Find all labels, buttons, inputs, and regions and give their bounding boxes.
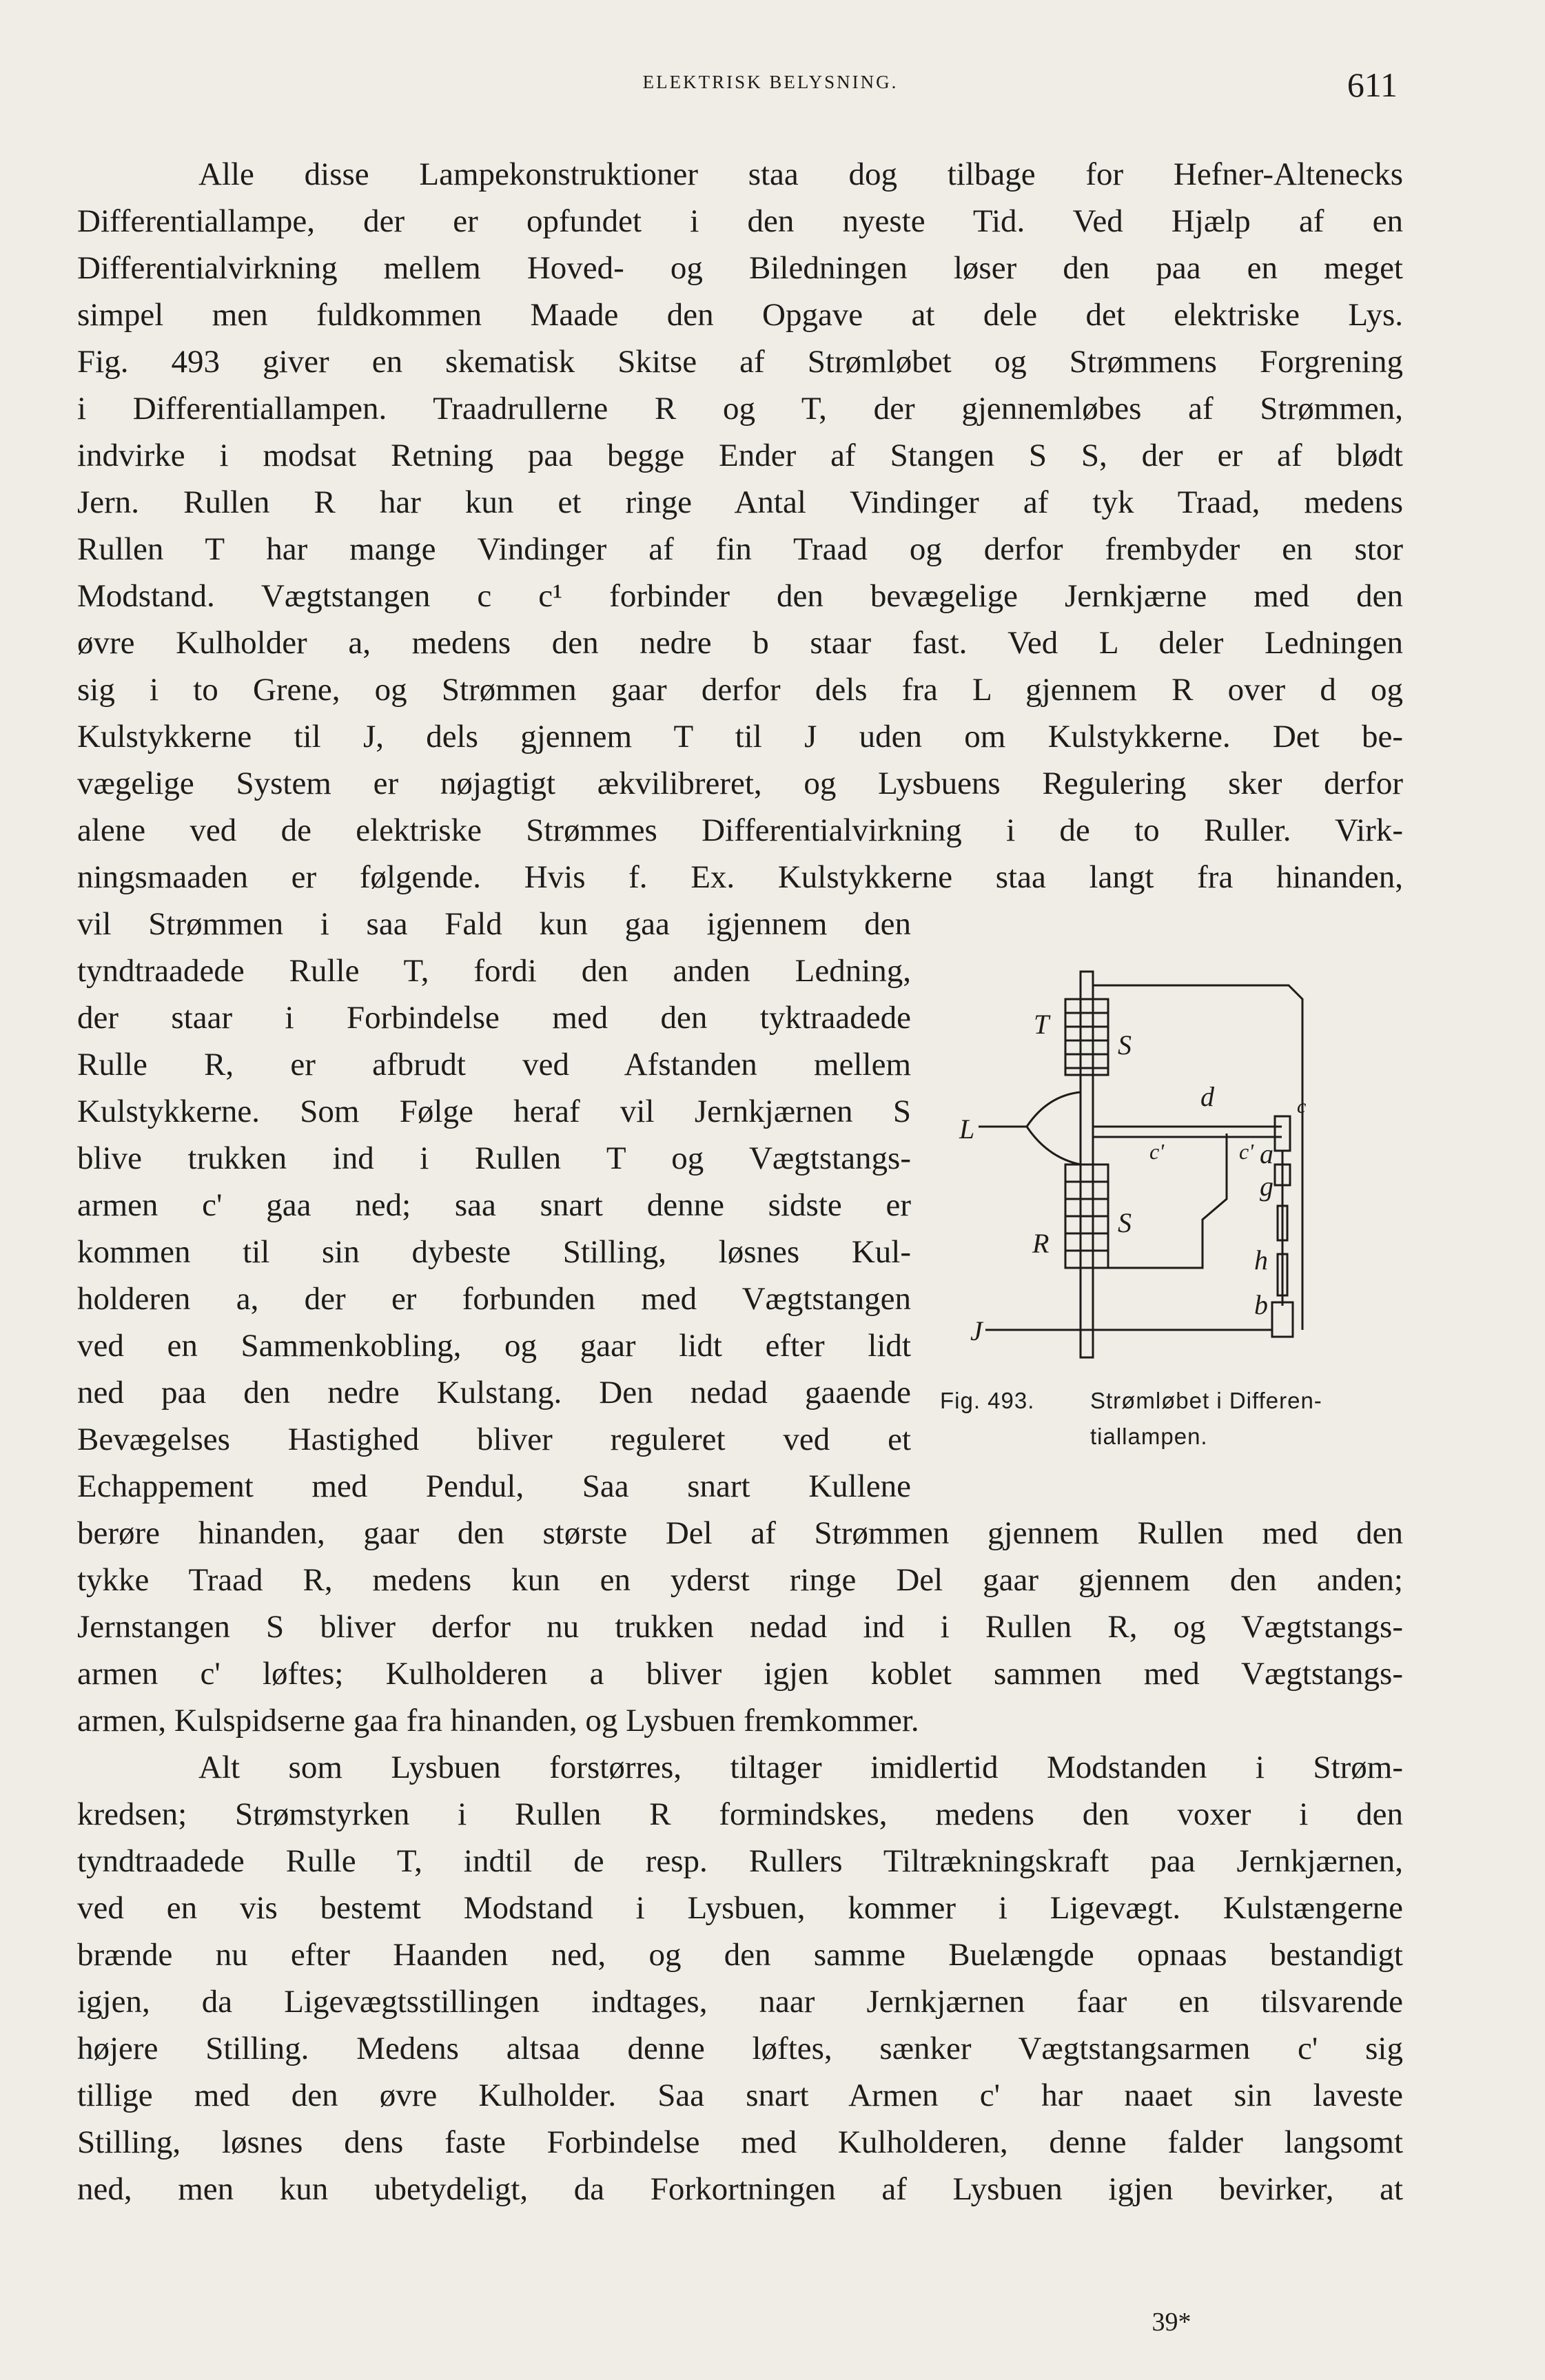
- running-title: ELEKTRISK BELYSNING.: [642, 72, 899, 92]
- text-line: blive trukken ind i Rullen T og Vægtstangs-: [77, 1140, 911, 1176]
- label-S-bottom: S: [1118, 1207, 1132, 1238]
- label-T: T: [1034, 1009, 1050, 1040]
- text-line: Alt som Lysbuen forstørres, tiltager imidlertid Modstanden i Strøm-: [198, 1750, 1403, 1785]
- label-g: g: [1260, 1171, 1273, 1202]
- text-line: tyndtraadede Rulle T, indtil de resp. Rullers Tiltrækningskraft paa Jernkjærnen,: [77, 1843, 1403, 1879]
- text-line: vægelige System er nøjagtigt ækvilibreret, og Lysbuens Regulering sker derfor: [77, 766, 1403, 801]
- text-line: kommen til sin dybeste Stilling, løsnes Kul-: [77, 1234, 911, 1270]
- figure-caption-line2: tiallampen.: [1090, 1424, 1208, 1449]
- text-line: Jernstangen S bliver derfor nu trukken nedad ind i Rullen R, og Vægtstangs-: [77, 1609, 1403, 1645]
- text-line: ningsmaaden er følgende. Hvis f. Ex. Kulstykkerne staa langt fra hinanden,: [77, 859, 1403, 895]
- figure-493: [930, 958, 1406, 1399]
- text-line: øvre Kulholder a, medens den nedre b staar fast. Ved L deler Ledningen: [77, 625, 1403, 661]
- text-line: holderen a, der er forbunden med Vægtstangen: [77, 1281, 911, 1317]
- signature-mark: 39*: [1152, 2308, 1191, 2337]
- text-line: Rullen T har mange Vindinger af fin Traad og derfor frembyder en stor: [77, 531, 1403, 567]
- text-line: ned, men kun ubetydeligt, da Forkortningen af Lysbuen igjen bevirker, at: [77, 2171, 1403, 2207]
- page-number: 611: [1347, 65, 1398, 104]
- coil-T: [1065, 999, 1108, 1075]
- label-c-prime-right: c': [1239, 1139, 1254, 1164]
- figure-caption-number: Fig. 493.: [940, 1388, 1035, 1413]
- text-line: Differentiallampe, der er opfundet i den nyeste Tid. Ved Hjælp af en: [77, 203, 1403, 239]
- text-line: ved en vis bestemt Modstand i Lysbuen, kommer i Ligevægt. Kulstængerne: [77, 1890, 1403, 1926]
- text-line: Modstand. Vægtstangen c c¹ forbinder den bevægelige Jernkjærne med den: [77, 578, 1403, 614]
- text-line: i Differentiallampen. Traadrullerne R og T, der gjennemløbes af Strømmen,: [77, 391, 1403, 427]
- label-R: R: [1032, 1228, 1050, 1259]
- text-line: ned paa den nedre Kulstang. Den nedad gaaende: [77, 1375, 911, 1410]
- text-line: armen c' gaa ned; saa snart denne sidste er: [77, 1187, 911, 1223]
- text-line: indvirke i modsat Retning paa begge Ender af Stangen S S, der er af blødt: [77, 438, 1403, 473]
- wire-L-upper: [979, 1092, 1081, 1127]
- text-line: armen, Kulspidserne gaa fra hinanden, og Lysbuen fremkommer.: [77, 1703, 919, 1738]
- label-a: a: [1260, 1138, 1273, 1169]
- text-line: tyndtraadede Rulle T, fordi den anden Ledning,: [77, 953, 911, 989]
- text-line: Bevægelses Hastighed bliver reguleret ved et: [77, 1422, 911, 1457]
- text-line: tillige med den øvre Kulholder. Saa snart Armen c' har naaet sin laveste: [77, 2078, 1403, 2113]
- text-line: Jern. Rullen R har kun et ringe Antal Vindinger af tyk Traad, medens: [77, 484, 1403, 520]
- text-line: Rulle R, er afbrudt ved Afstanden mellem: [77, 1047, 911, 1083]
- text-line: simpel men fuldkommen Maade den Opgave at dele det elektriske Lys.: [77, 297, 1403, 333]
- text-line: der staar i Forbindelse med den tyktraadede: [77, 1000, 911, 1036]
- label-J: J: [970, 1315, 983, 1346]
- text-line: alene ved de elektriske Strømmes Differentialvirkning i de to Ruller. Virk-: [77, 812, 1403, 848]
- text-line: Kulstykkerne til J, dels gjennem T til J uden om Kulstykkerne. Det be-: [77, 719, 1403, 755]
- text-line: Fig. 493 giver en skematisk Skitse af Strømløbet og Strømmens Forgrening: [77, 344, 1403, 380]
- text-line: sig i to Grene, og Strømmen gaar derfor dels fra L gjennem R over d og: [77, 672, 1403, 708]
- text-line: armen c' løftes; Kulholderen a bliver igjen koblet sammen med Vægtstangs-: [77, 1656, 1403, 1692]
- label-c-prime-left: c': [1149, 1139, 1165, 1164]
- text-line: ved en Sammenkobling, og gaar lidt efter lidt: [77, 1328, 911, 1364]
- text-line: Stilling, løsnes dens faste Forbindelse med Kulholderen, denne falder langsomt: [77, 2124, 1403, 2160]
- text-line: vil Strømmen i saa Fald kun gaa igjennem den: [77, 906, 911, 942]
- text-line: brænde nu efter Haanden ned, og den samme Buelængde opnaas bestandigt: [77, 1937, 1403, 1973]
- label-S-top: S: [1118, 1029, 1132, 1060]
- wire-d: [1108, 1133, 1227, 1268]
- label-b: b: [1254, 1289, 1268, 1320]
- text-line: Differentialvirkning mellem Hoved- og Biledningen løser den paa en meget: [77, 250, 1403, 286]
- label-L: L: [959, 1114, 975, 1145]
- label-h: h: [1254, 1244, 1268, 1275]
- text-line: tykke Traad R, medens kun en yderst ringe Del gaar gjennem den anden;: [77, 1562, 1403, 1598]
- text-line: igjen, da Ligevægtsstillingen indtages, naar Jernkjærnen faar en tilsvarende: [77, 1984, 1403, 2020]
- text-line: højere Stilling. Medens altsaa denne løftes, sænker Vægtstangsarmen c' sig: [77, 2031, 1403, 2066]
- text-line: Kulstykkerne. Som Følge heraf vil Jernkjærnen S: [77, 1094, 911, 1129]
- text-line: Alle disse Lampekonstruktioner staa dog tilbage for Hefner-Altenecks: [198, 156, 1403, 192]
- text-line: Echappement med Pendul, Saa snart Kullene: [77, 1468, 911, 1504]
- text-line: kredsen; Strømstyrken i Rullen R formindskes, medens den voxer i den: [77, 1796, 1403, 1832]
- label-d: d: [1200, 1081, 1214, 1112]
- text-line: berøre hinanden, gaar den største Del af Strømmen gjennem Rullen med den: [77, 1515, 1403, 1551]
- figure-caption-line1: Strømløbet i Differen-: [1090, 1388, 1322, 1413]
- differential-lamp-diagram: [930, 958, 1406, 1399]
- label-c: c: [1297, 1095, 1307, 1118]
